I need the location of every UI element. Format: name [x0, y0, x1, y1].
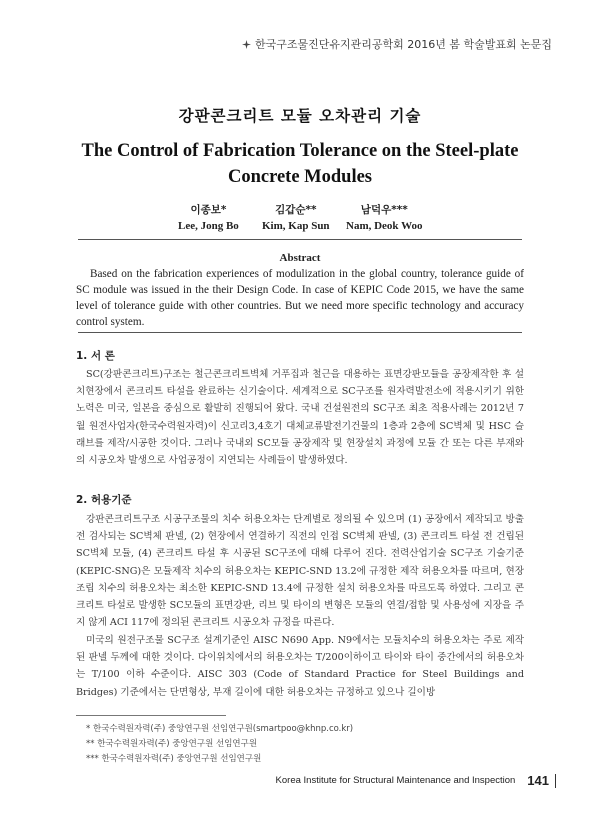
footnote: *** 한국수력원자력(주) 중앙연구원 선임연구원 [86, 754, 262, 764]
title-korean: 강판콘크리트 모듈 오차관리 기술 [178, 107, 422, 125]
footnote: * 한국수력원자력(주) 중앙연구원 선임연구원(smartpoo@khnp.co.kr) [86, 724, 354, 734]
section-heading: 2. 허용기준 [76, 494, 132, 506]
author-korean-name: 김갑순** [275, 204, 317, 216]
paragraph: SC(강판콘크리트)구조는 철근콘크리트벽체 거푸집과 철근을 대용하는 표면강판모듈을 공장제작한 후 설치현장에서 콘크리트 타설을 완료하는 신기술이다. 세계적으로 SC구조를 원자력발전소에 적용시키기 위한 노력은 미국, 일본을 중심으로 활발히 진행되어 왔다. 국내 건설원전의 SC구조 최초 적용사례는 2012년 7월 원전사업자(한국수력원자력)이 신고리3,4호기 대체교류발전기건물의 1층과 2층에 SC벽체 및 HSC 슬래브를 제작/시공한 것이다. 그러나 국내외 SC모듈 공장제작 및 현장설치 과정에 모듈 간 또는 다른 부재와의 시공오차 발생으로 사업공정이 지연되는 사례들이 발생하였다. [76, 369, 524, 467]
author-3 [346, 202, 423, 232]
abstract-text: Based on the fabrication experiences of modulization in the global country, tolerance guide of SC module was issued in the their Design Code. In case of KEPIC Code 2015, we have the same level of tolerance guide with other countries. But we need more specific technology and accuracy control system. [76, 268, 524, 328]
section-heading: 1. 서 론 [76, 350, 115, 362]
author-english-name: Kim, Kap Sun [262, 220, 330, 232]
footnote: ** 한국수력원자력(주) 중앙연구원 선임연구원 [86, 739, 258, 749]
page-footer [276, 773, 556, 788]
author-korean-name: 남덕우*** [360, 204, 408, 216]
page-number: 141 [527, 773, 549, 788]
footer-institute: Korea Institute for Structural Maintenance and Inspection [275, 775, 516, 786]
footnote-rule [76, 715, 226, 716]
page-number-bar [555, 774, 556, 788]
ornament-icon [242, 40, 251, 49]
author-2 [262, 202, 330, 232]
running-header [242, 36, 552, 52]
paragraph: 미국의 원전구조물 SC구조 설계기준인 AISC N690 App. N9에서는 모듈치수의 허용오차는 주로 제작된 판넬 두께에 대한 것이다. 다이위치에서의 허용오차는 T/200이하이고 타이와 타이 중간에서의 허용오차는 T/100 이하 수준이다. AISC 303 (Code of Standard Practice for Steel Buildings and Bridges) 기준에서는 단면형상, 부재 길이에 대한 허용오차는 규정하고 있으나 길이방 [76, 635, 524, 698]
author-english-name: Lee, Jong Bo [178, 220, 239, 232]
divider [78, 239, 522, 240]
author-1 [178, 202, 239, 232]
divider [78, 332, 522, 333]
abstract-heading: Abstract [279, 252, 321, 264]
author-english-name: Nam, Deok Woo [346, 220, 423, 232]
running-title: 한국구조물진단유지관리공학회 2016년 봄 학술발표회 논문집 [254, 38, 552, 51]
title-english: The Control of Fabrication Tolerance on the Steel-plate Concrete Modules [81, 141, 519, 187]
author-korean-name: 이종보* [190, 204, 227, 216]
footnotes [86, 722, 353, 767]
paragraph: 강판콘크리트구조 시공구조물의 치수 허용오차는 단계별로 정의될 수 있으며 (1) 공장에서 제작되고 방출전 검사되는 SC벽체 판넬, (2) 현장에서 연결하기 직전의 인접 SC벽체 판넬, (3) 콘크리트 타설 전 건립된 SC벽체 모듈, (4) 콘크리트 타설 후 시공된 SC구조에 대해 다루어 진다. 전력산업기술 SC구조 기술기준(KEPIC-SNG)은 모듈제작 치수의 허용오차는 KEPIC-SND 13.2에 규정한 제작 허용오차를 따르며, 현장조립 치수의 허용오차는 최소한 KEPIC-SND 13.4에 규정한 설치 허용오차를 따르도록 하였다. 그리고 콘크리트 타설로 발생한 SC모듈의 표면강판, 리브 및 타이의 변형은 모듈의 연결/접합 및 사용성에 지장을 주지 않게 ACI 117에 정의된 콘크리트 시공오차 규정을 따른다. [76, 514, 524, 629]
